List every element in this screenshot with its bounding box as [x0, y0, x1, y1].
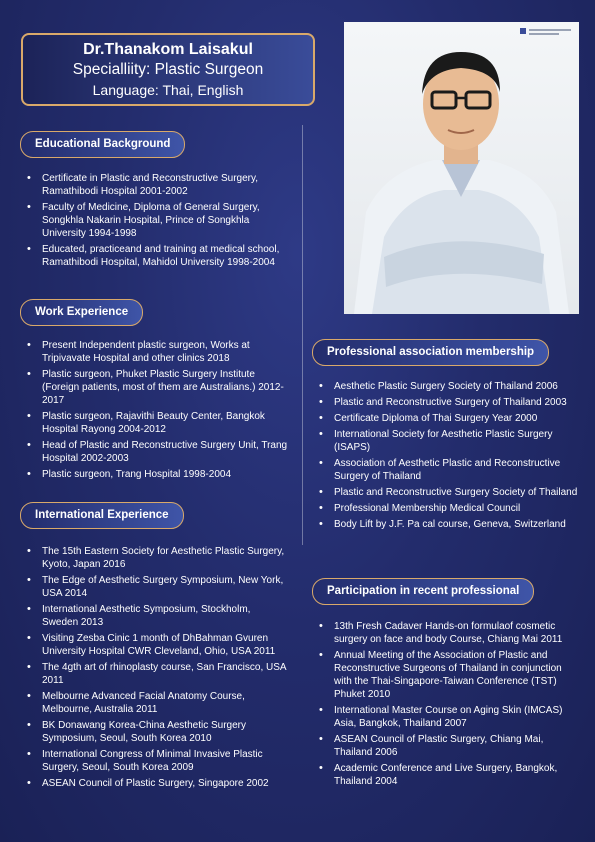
doctor-language: Language: Thai, English	[92, 82, 244, 98]
list-item: • Academic Conference and Live Surgery, Bangkok, Thailand 2004	[318, 762, 580, 788]
list-item: • Faculty of Medicine, Diploma of General Surgery, Songkhla Nakarin Hospital, Prince of Songkhla University 1994-1998	[26, 201, 288, 240]
list-item: • Visiting Zesba Cinic 1 month of DhBahman Gvuren University Hospital CWR Cleveland, Ohio, USA 2011	[26, 632, 288, 658]
list-item: • 13th Fresh Cadaver Hands-on formulaof cosmetic surgery on face and body Course, Chiang Mai 2011	[318, 620, 580, 646]
list-item: • Body Lift by J.F. Pa cal course, Geneva, Switzerland	[318, 518, 580, 531]
list-item: • Plastic surgeon, Phuket Plastic Surgery Institute (Foreign patients, most of them are Australians.) 2012-2017	[26, 368, 288, 407]
list-item: • Head of Plastic and Reconstructive Surgery Unit, Trang Hospital 2002-2003	[26, 439, 288, 465]
list-item: • Professional Membership Medical Council	[318, 502, 580, 515]
list-item: • Certificate in Plastic and Reconstructive Surgery, Ramathibodi Hospital 2001-2002	[26, 172, 288, 198]
doctor-name: Dr.Thanakom Laisakul	[83, 41, 253, 58]
work-title: Work Experience	[20, 299, 143, 326]
list-item: • The 4gth art of rhinoplasty course, San Francisco, USA 2011	[26, 661, 288, 687]
international-title: International Experience	[20, 502, 184, 529]
participation-list	[318, 620, 580, 791]
list-item: • Plastic surgeon, Rajavithi Beauty Center, Bangkok Hospital Rayong 2004-2012	[26, 410, 288, 436]
education-title: Educational Background	[20, 131, 185, 158]
list-item: • International Aesthetic Symposium, Stockholm, Sweden 2013	[26, 603, 288, 629]
list-item: • Present Independent plastic surgeon, Works at Tripivavate Hospital and other clinics 2018	[26, 339, 288, 365]
list-item: • Plastic surgeon, Trang Hospital 1998-2004	[26, 468, 288, 481]
list-item: • ASEAN Council of Plastic Surgery, Chiang Mai, Thailand 2006	[318, 733, 580, 759]
list-item: • BK Donawang Korea-China Aesthetic Surgery Symposium, Seoul, South Korea 2010	[26, 719, 288, 745]
list-item: • Association of Aesthetic Plastic and Reconstructive Surgery of Thailand	[318, 457, 580, 483]
association-list	[318, 380, 580, 534]
list-item: • Melbourne Advanced Facial Anatomy Course, Melbourne, Australia 2011	[26, 690, 288, 716]
doctor-portrait-icon	[344, 22, 579, 314]
list-item: • International Society for Aesthetic Plastic Surgery (ISAPS)	[318, 428, 580, 454]
list-item: • Certificate Diploma of Thai Surgery Year 2000	[318, 412, 580, 425]
list-item: • The Edge of Aesthetic Surgery Symposium, New York, USA 2014	[26, 574, 288, 600]
education-list	[26, 172, 288, 272]
work-list	[26, 339, 288, 484]
association-title: Professional association membership	[312, 339, 549, 366]
list-item: • Plastic and Reconstructive Surgery of Thailand 2003	[318, 396, 580, 409]
list-item: • International Congress of Minimal Invasive Plastic Surgery, Seoul, South Korea 2009	[26, 748, 288, 774]
list-item: • Plastic and Reconstructive Surgery Society of Thailand	[318, 486, 580, 499]
doctor-photo	[344, 22, 579, 314]
doctor-header	[21, 33, 315, 106]
doctor-speciality: Specialliity: Plastic Surgeon	[72, 61, 264, 78]
international-list	[26, 545, 288, 793]
list-item: • Aesthetic Plastic Surgery Society of Thailand 2006	[318, 380, 580, 393]
list-item: • International Master Course on Aging Skin (IMCAS) Asia, Bangkok, Thailand 2007	[318, 704, 580, 730]
list-item: • Annual Meeting of the Association of Plastic and Reconstructive Surgeons of Thailand in conjunction with the Thai-Singapore-Taiwan Conference (TST) Phuket 2010	[318, 649, 580, 701]
list-item: • Educated, practiceand and training at medical school, Ramathibodi Hospital, Mahidol University 1998-2004	[26, 243, 288, 269]
column-divider	[302, 125, 303, 545]
list-item: • ASEAN Council of Plastic Surgery, Singapore 2002	[26, 777, 288, 790]
list-item: • The 15th Eastern Society for Aesthetic Plastic Surgery, Kyoto, Japan 2016	[26, 545, 288, 571]
participation-title: Participation in recent professional	[312, 578, 534, 605]
